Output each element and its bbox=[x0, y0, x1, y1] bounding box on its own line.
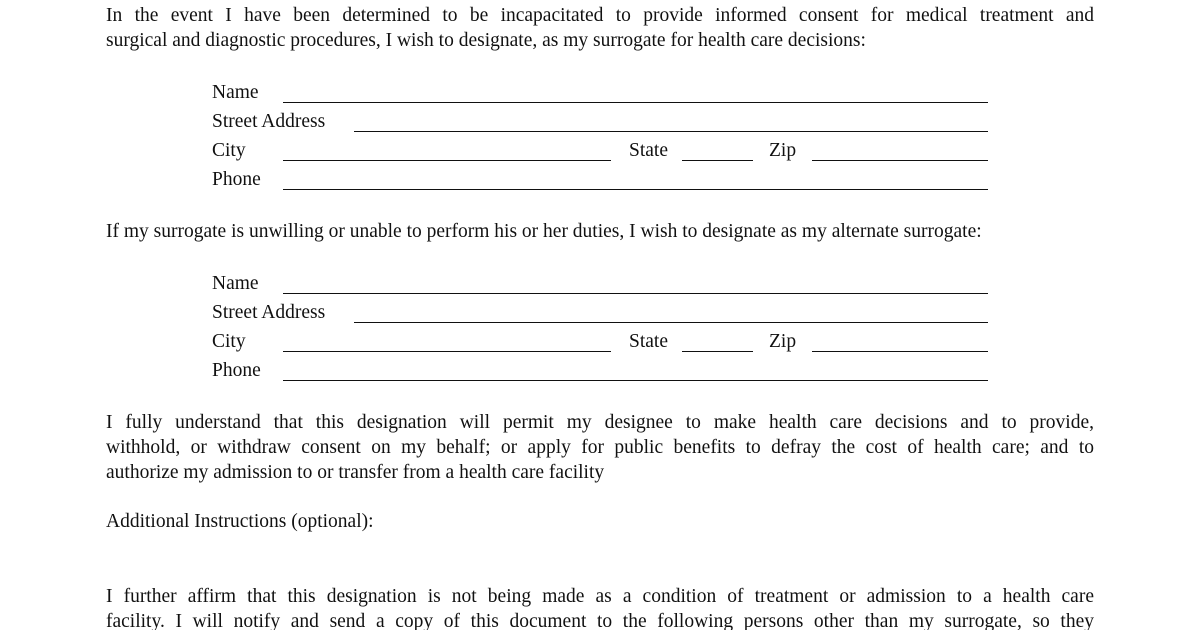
understanding-paragraph bbox=[106, 410, 1094, 485]
affirm-paragraph bbox=[106, 584, 1094, 630]
intro-line-2: surgical and diagnostic procedures, I wish to designate, as my surrogate for health care decisions: bbox=[106, 30, 866, 51]
alternate-phone-row bbox=[212, 360, 992, 382]
alternate-paragraph bbox=[106, 219, 1094, 244]
surrogate-phone-row bbox=[212, 169, 992, 191]
surrogate-street-field[interactable] bbox=[354, 131, 988, 132]
intro-line-1: In the event I have been determined to be incapacitated to provide informed consent for medical treatment and bbox=[106, 5, 1094, 26]
surrogate-name-field[interactable] bbox=[283, 102, 988, 103]
alternate-city-label: City bbox=[212, 331, 246, 352]
surrogate-street-row bbox=[212, 111, 992, 133]
surrogate-city-label: City bbox=[212, 140, 246, 161]
alternate-phone-field[interactable] bbox=[283, 380, 988, 381]
understanding-line-1: I fully understand that this designation will permit my designee to make health care decisions and to provide, bbox=[106, 412, 1094, 433]
alternate-state-label: State bbox=[629, 331, 668, 352]
surrogate-name-row bbox=[212, 82, 992, 104]
intro-paragraph bbox=[106, 3, 1094, 53]
alternate-name-label: Name bbox=[212, 273, 259, 294]
understanding-line-2: withhold, or withdraw consent on my behalf; or apply for public benefits to defray the cost of health care; and to bbox=[106, 437, 1094, 458]
alternate-name-row bbox=[212, 273, 992, 295]
surrogate-phone-label: Phone bbox=[212, 169, 261, 190]
affirm-line-2: facility. I will notify and send a copy of this document to the following persons other than my surrogate, so they bbox=[106, 611, 1094, 630]
surrogate-city-field[interactable] bbox=[283, 160, 611, 161]
alternate-state-field[interactable] bbox=[682, 351, 753, 352]
alternate-street-row bbox=[212, 302, 992, 324]
alternate-name-field[interactable] bbox=[283, 293, 988, 294]
additional-instructions-label: Additional Instructions (optional): bbox=[106, 511, 374, 532]
alternate-paragraph-text: If my surrogate is unwilling or unable to perform his or her duties, I wish to designate as my alternate surrogate: bbox=[106, 221, 982, 242]
alternate-city-field[interactable] bbox=[283, 351, 611, 352]
additional-instructions bbox=[106, 509, 1094, 534]
affirm-line-1: I further affirm that this designation is not being made as a condition of treatment or admission to a health care bbox=[106, 586, 1094, 607]
surrogate-state-field[interactable] bbox=[682, 160, 753, 161]
surrogate-name-label: Name bbox=[212, 82, 259, 103]
alternate-phone-label: Phone bbox=[212, 360, 261, 381]
surrogate-zip-field[interactable] bbox=[812, 160, 988, 161]
alternate-city-row bbox=[212, 331, 992, 353]
alternate-zip-field[interactable] bbox=[812, 351, 988, 352]
surrogate-zip-label: Zip bbox=[769, 140, 797, 161]
surrogate-street-label: Street Address bbox=[212, 111, 326, 132]
surrogate-city-row bbox=[212, 140, 992, 162]
surrogate-phone-field[interactable] bbox=[283, 189, 988, 190]
alternate-zip-label: Zip bbox=[769, 331, 797, 352]
surrogate-state-label: State bbox=[629, 140, 668, 161]
alternate-street-field[interactable] bbox=[354, 322, 988, 323]
alternate-street-label: Street Address bbox=[212, 302, 326, 323]
understanding-line-3: authorize my admission to or transfer from a health care facility bbox=[106, 462, 605, 483]
